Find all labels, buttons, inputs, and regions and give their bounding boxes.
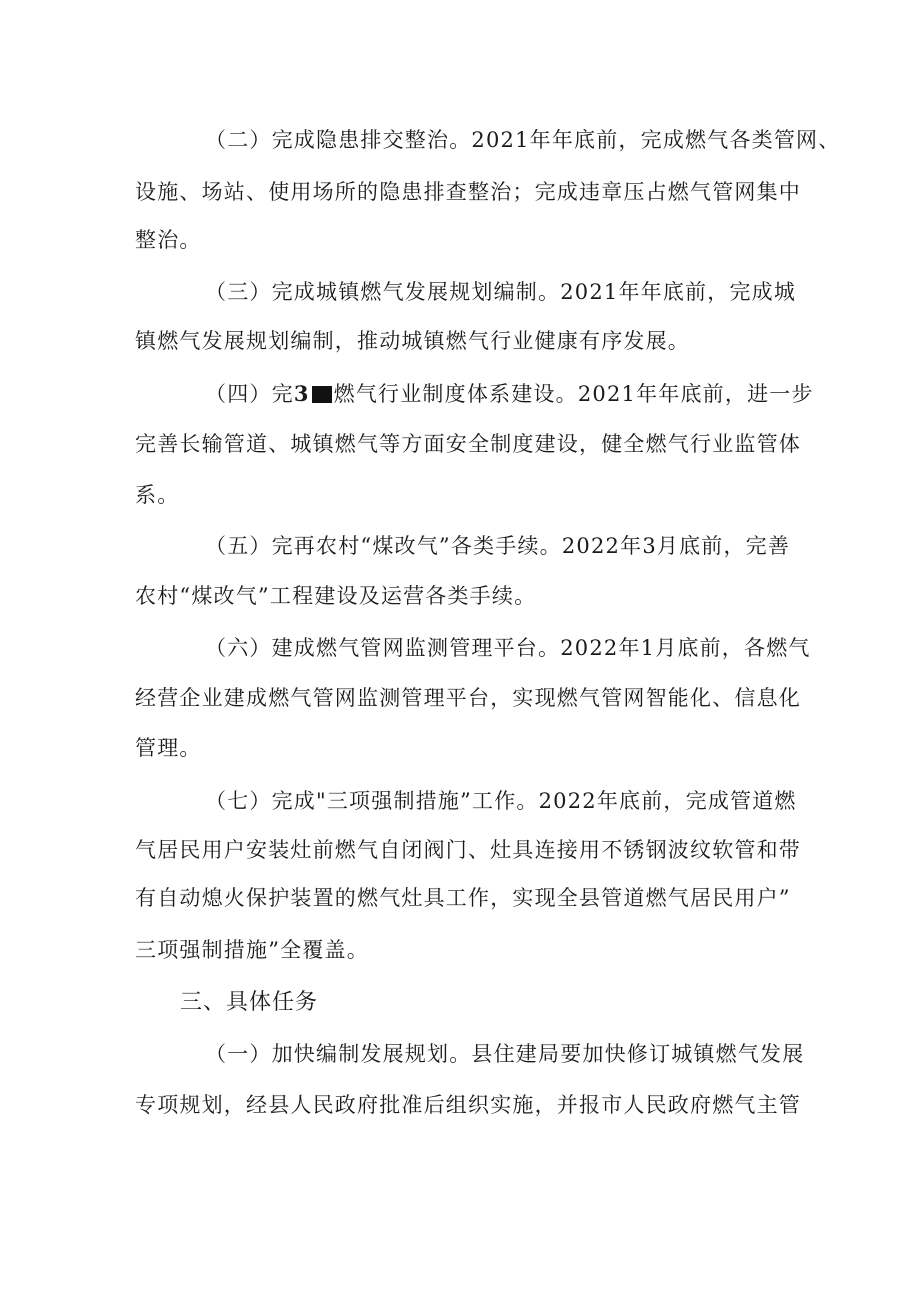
paragraph-3-line-2: 镇燃气发展规划编制，推动城镇燃气行业健康有序发展。 xyxy=(135,329,690,353)
paragraph-5-line-1: （五）完再农村“煤改气”各类手续。2022年3月底前，完善 xyxy=(205,534,791,558)
paragraph-2-line-1: （二）完成隐患排交整治。2021年年底前，完成燃气各类管网、 xyxy=(205,128,841,152)
paragraph-4-suffix: 燃气行业制度体系建设。2021年年底前，进一步 xyxy=(333,382,814,406)
section-paragraph-1-line-2: 专项规划，经县人民政府批准后组织实施，并报市人民政府燃气主管 xyxy=(135,1093,801,1117)
paragraph-4-bold-number: 3 xyxy=(293,381,310,406)
paragraph-4-line-1 xyxy=(205,379,814,409)
paragraph-6-line-2: 经营企业建成燃气管网监测管理平台，实现燃气管网智能化、信息化 xyxy=(135,686,801,710)
paragraph-7-line-1: （七）完成"三项强制措施”工作。2022年底前，完成管道燃 xyxy=(205,789,797,813)
paragraph-4-prefix: （四）完 xyxy=(205,382,294,406)
paragraph-7-line-4: 三项强制措施”全覆盖。 xyxy=(135,938,369,962)
section-paragraph-1-line-1: （一）加快编制发展规划。县住建局要加快修订城镇燃气发展 xyxy=(205,1042,805,1066)
paragraph-2-line-3: 整治。 xyxy=(135,228,202,252)
paragraph-7-line-3: 有自动熄火保护装置的燃气灶具工作，实现全县管道燃气居民用户” xyxy=(135,886,791,910)
section-heading: 三、具体任务 xyxy=(180,990,319,1015)
paragraph-4-line-3: 系。 xyxy=(135,483,180,507)
paragraph-3-line-1: （三）完成城镇燃气发展规划编制。2021年年底前，完成城 xyxy=(205,280,797,304)
redaction-block xyxy=(312,386,332,403)
paragraph-7-line-2: 气居民用户安装灶前燃气自闭阀门、灶具连接用不锈钢波纹软管和带 xyxy=(135,838,801,862)
paragraph-4-line-2: 完善长输管道、城镇燃气等方面安全制度建设，健全燃气行业监管体 xyxy=(135,432,801,456)
paragraph-2-line-2: 设施、场站、使用场所的隐患排查整治；完成违章压占燃气管网集中 xyxy=(135,180,801,204)
paragraph-6-line-3: 管理。 xyxy=(135,736,202,760)
paragraph-6-line-1: （六）建成燃气管网监测管理平台。2022年1月底前，各燃气 xyxy=(205,636,811,660)
paragraph-5-line-2: 农村“煤改气”工程建设及运营各类手续。 xyxy=(135,584,537,608)
